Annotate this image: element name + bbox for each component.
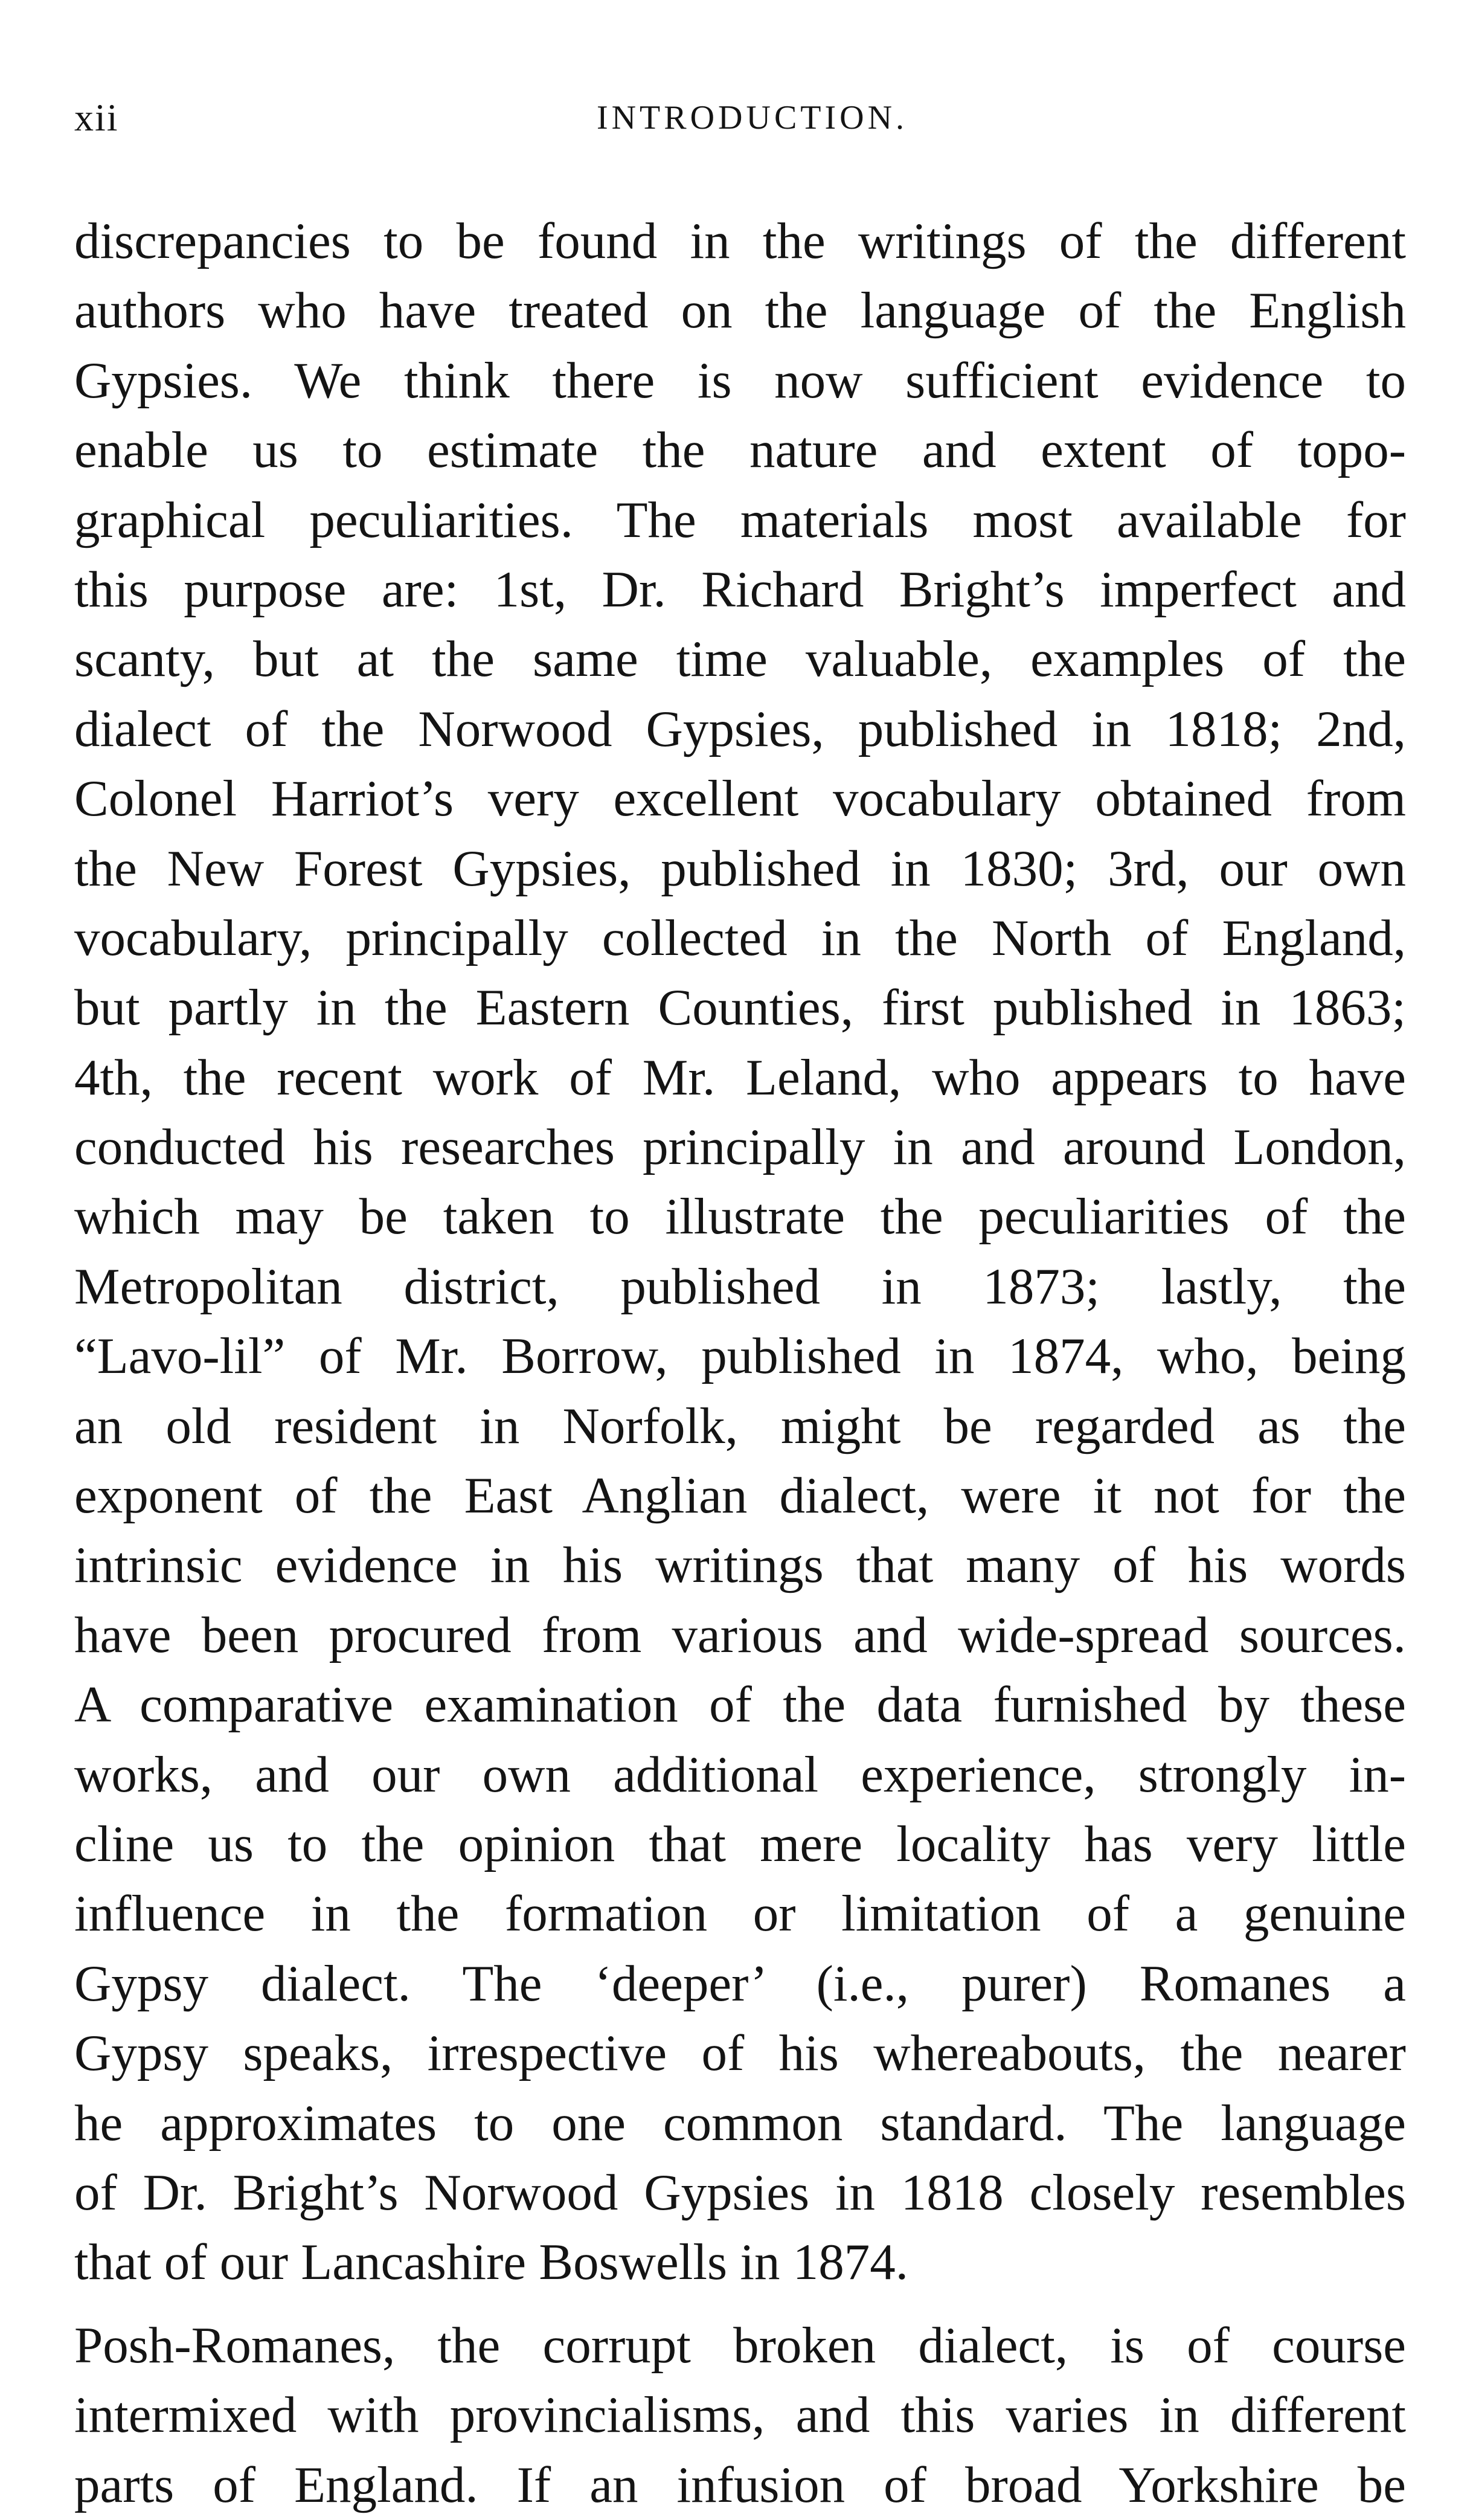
text-line: influence in the formation or limitation of a genuine bbox=[74, 1885, 1406, 1943]
text-line: intrinsic evidence in his writings that many of his words bbox=[74, 1537, 1406, 1594]
text-line: intermixed with provincialisms, and this varies in different bbox=[74, 2387, 1406, 2444]
page-number: xii bbox=[74, 96, 119, 139]
text-line: enable us to estimate the nature and extent of topo- bbox=[74, 422, 1406, 479]
text-line: have been procured from various and wide-spread sources. bbox=[74, 1606, 1406, 1663]
paragraph-2 bbox=[74, 2311, 1406, 2520]
text-line: Gypsy dialect. The ‘deeper’ (i.e., purer) Romanes a bbox=[74, 1955, 1406, 2012]
text-line: Posh-Romanes, the corrupt broken dialect, is of course bbox=[74, 2316, 1406, 2374]
text-line: but partly in the Eastern Counties, first published in 1863; bbox=[74, 979, 1406, 1037]
text-line: this purpose are: 1st, Dr. Richard Bright’s imperfect and bbox=[74, 561, 1406, 618]
text-line: which may be taken to illustrate the peculiarities of the bbox=[74, 1188, 1406, 1246]
text-line: works, and our own additional experience, strongly in- bbox=[74, 1746, 1406, 1803]
text-line: Metropolitan district, published in 1873; lastly, the bbox=[74, 1258, 1406, 1315]
text-line: parts of England. If an infusion of broad Yorkshire be bbox=[74, 2456, 1406, 2513]
text-line: the New Forest Gypsies, published in 1830; 3rd, our own bbox=[74, 840, 1406, 897]
page-header bbox=[74, 91, 1406, 145]
text-line: Gypsy speaks, irrespective of his whereabouts, the nearer bbox=[74, 2025, 1406, 2082]
text-line: graphical peculiarities. The materials most available for bbox=[74, 491, 1406, 548]
text-line: “Lavo-lil” of Mr. Borrow, published in 1874, who, being bbox=[74, 1328, 1406, 1385]
text-line: an old resident in Norfolk, might be regarded as the bbox=[74, 1397, 1406, 1454]
text-line: A comparative examination of the data furnished by these bbox=[74, 1676, 1406, 1734]
text-line: vocabulary, principally collected in the North of England, bbox=[74, 909, 1406, 966]
text-line: conducted his researches principally in and around London, bbox=[74, 1119, 1406, 1176]
text-line: discrepancies to be found in the writings of the different bbox=[74, 213, 1406, 269]
paragraph-1 bbox=[74, 207, 1406, 2298]
text-line: Colonel Harriot’s very excellent vocabulary obtained from bbox=[74, 770, 1406, 828]
text-line: of Dr. Bright’s Norwood Gypsies in 1818 closely resembles bbox=[74, 2164, 1406, 2221]
text-line: he approximates to one common standard. The language bbox=[74, 2094, 1406, 2152]
text-line: Gypsies. We think there is now sufficient evidence to bbox=[74, 352, 1406, 409]
text-line: authors who have treated on the language of the English bbox=[74, 282, 1406, 339]
text-line: cline us to the opinion that mere locality has very little bbox=[74, 1815, 1406, 1872]
text-line: exponent of the East Anglian dialect, were it not for the bbox=[74, 1467, 1406, 1525]
text-line: scanty, but at the same time valuable, examples of the bbox=[74, 631, 1406, 688]
text-line: 4th, the recent work of Mr. Leland, who appears to have bbox=[74, 1049, 1406, 1106]
text-line: that of our Lancashire Boswells in 1874. bbox=[74, 2234, 908, 2291]
body-text bbox=[74, 207, 1406, 2520]
text-line: dialect of the Norwood Gypsies, published in 1818; 2nd, bbox=[74, 700, 1406, 757]
running-head: INTRODUCTION. bbox=[596, 99, 908, 137]
